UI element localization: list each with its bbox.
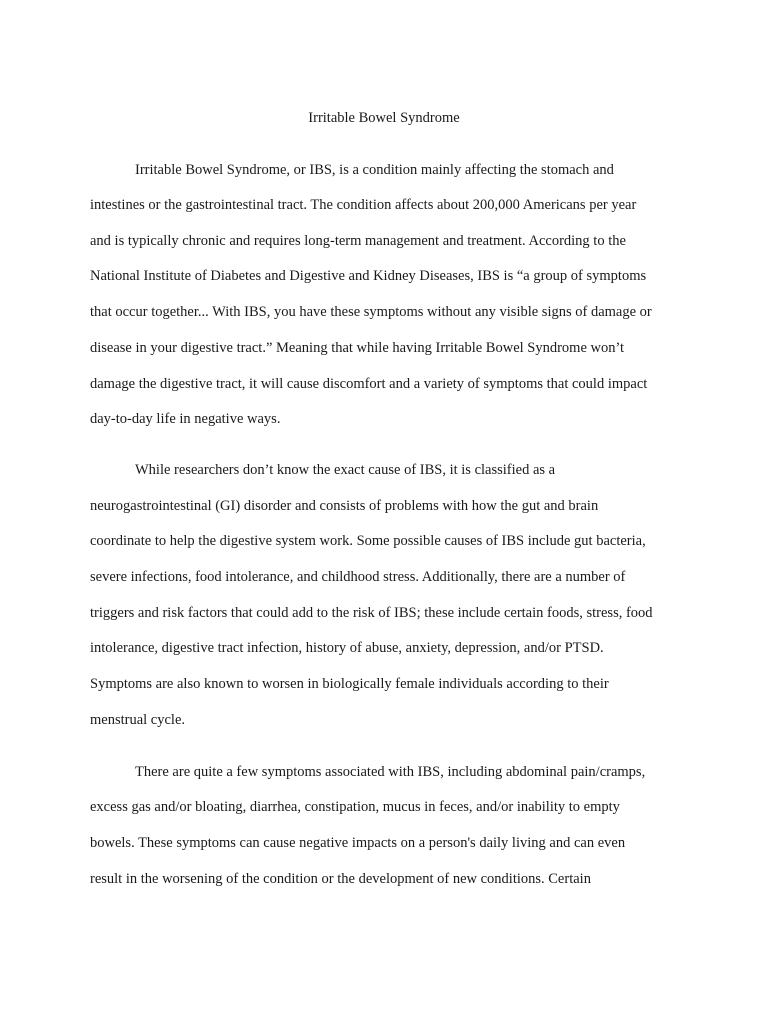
- paragraph-2-line-7: Symptoms are also known to worsen in biologically female individuals according to their: [90, 676, 609, 692]
- paragraph-2-line-6: intolerance, digestive tract infection, history of abuse, anxiety, depression, and/or PTSD.: [90, 640, 604, 656]
- paragraph-1-line-5: that occur together... With IBS, you have these symptoms without any visible signs of damage or: [90, 304, 652, 320]
- paragraph-3-line-3: bowels. These symptoms can cause negative impacts on a person's daily living and can even: [90, 835, 626, 851]
- paragraph-3-line-2: excess gas and/or bloating, diarrhea, constipation, mucus in feces, and/or inability to empty: [90, 799, 620, 815]
- paragraph-2-line-5: triggers and risk factors that could add to the risk of IBS; these include certain foods, stress, food: [90, 605, 653, 621]
- paragraph-1-line-3: and is typically chronic and requires long-term management and treatment. According to the: [90, 233, 626, 249]
- paragraph-2-line-1: While researchers don’t know the exact cause of IBS, it is classified as a: [135, 462, 556, 478]
- paragraph-1-line-2: intestines or the gastrointestinal tract. The condition affects about 200,000 Americans per year: [90, 197, 637, 213]
- paragraph-2-line-2: neurogastrointestinal (GI) disorder and consists of problems with how the gut and brain: [90, 498, 599, 514]
- paragraph-2-line-8: menstrual cycle.: [90, 712, 186, 728]
- paragraph-1-line-8: day-to-day life in negative ways.: [90, 411, 281, 427]
- paragraph-1-line-1: Irritable Bowel Syndrome, or IBS, is a condition mainly affecting the stomach and: [135, 162, 614, 178]
- paragraph-1-line-7: damage the digestive tract, it will cause discomfort and a variety of symptoms that could impact: [90, 376, 648, 392]
- paragraph-3-line-4: result in the worsening of the condition or the development of new conditions. Certain: [90, 871, 591, 887]
- page-title: Irritable Bowel Syndrome: [308, 110, 460, 126]
- paragraph-2-line-4: severe infections, food intolerance, and childhood stress. Additionally, there are a number of: [90, 569, 626, 585]
- paragraph-1-line-6: disease in your digestive tract.” Meaning that while having Irritable Bowel Syndrome won’t: [90, 340, 625, 356]
- paragraph-3-line-1: There are quite a few symptoms associated with IBS, including abdominal pain/cramps,: [135, 764, 646, 780]
- paragraph-2-line-3: coordinate to help the digestive system work. Some possible causes of IBS include gut bacteria,: [90, 533, 646, 549]
- paragraph-1-line-4: National Institute of Diabetes and Digestive and Kidney Diseases, IBS is “a group of symptoms: [90, 268, 647, 284]
